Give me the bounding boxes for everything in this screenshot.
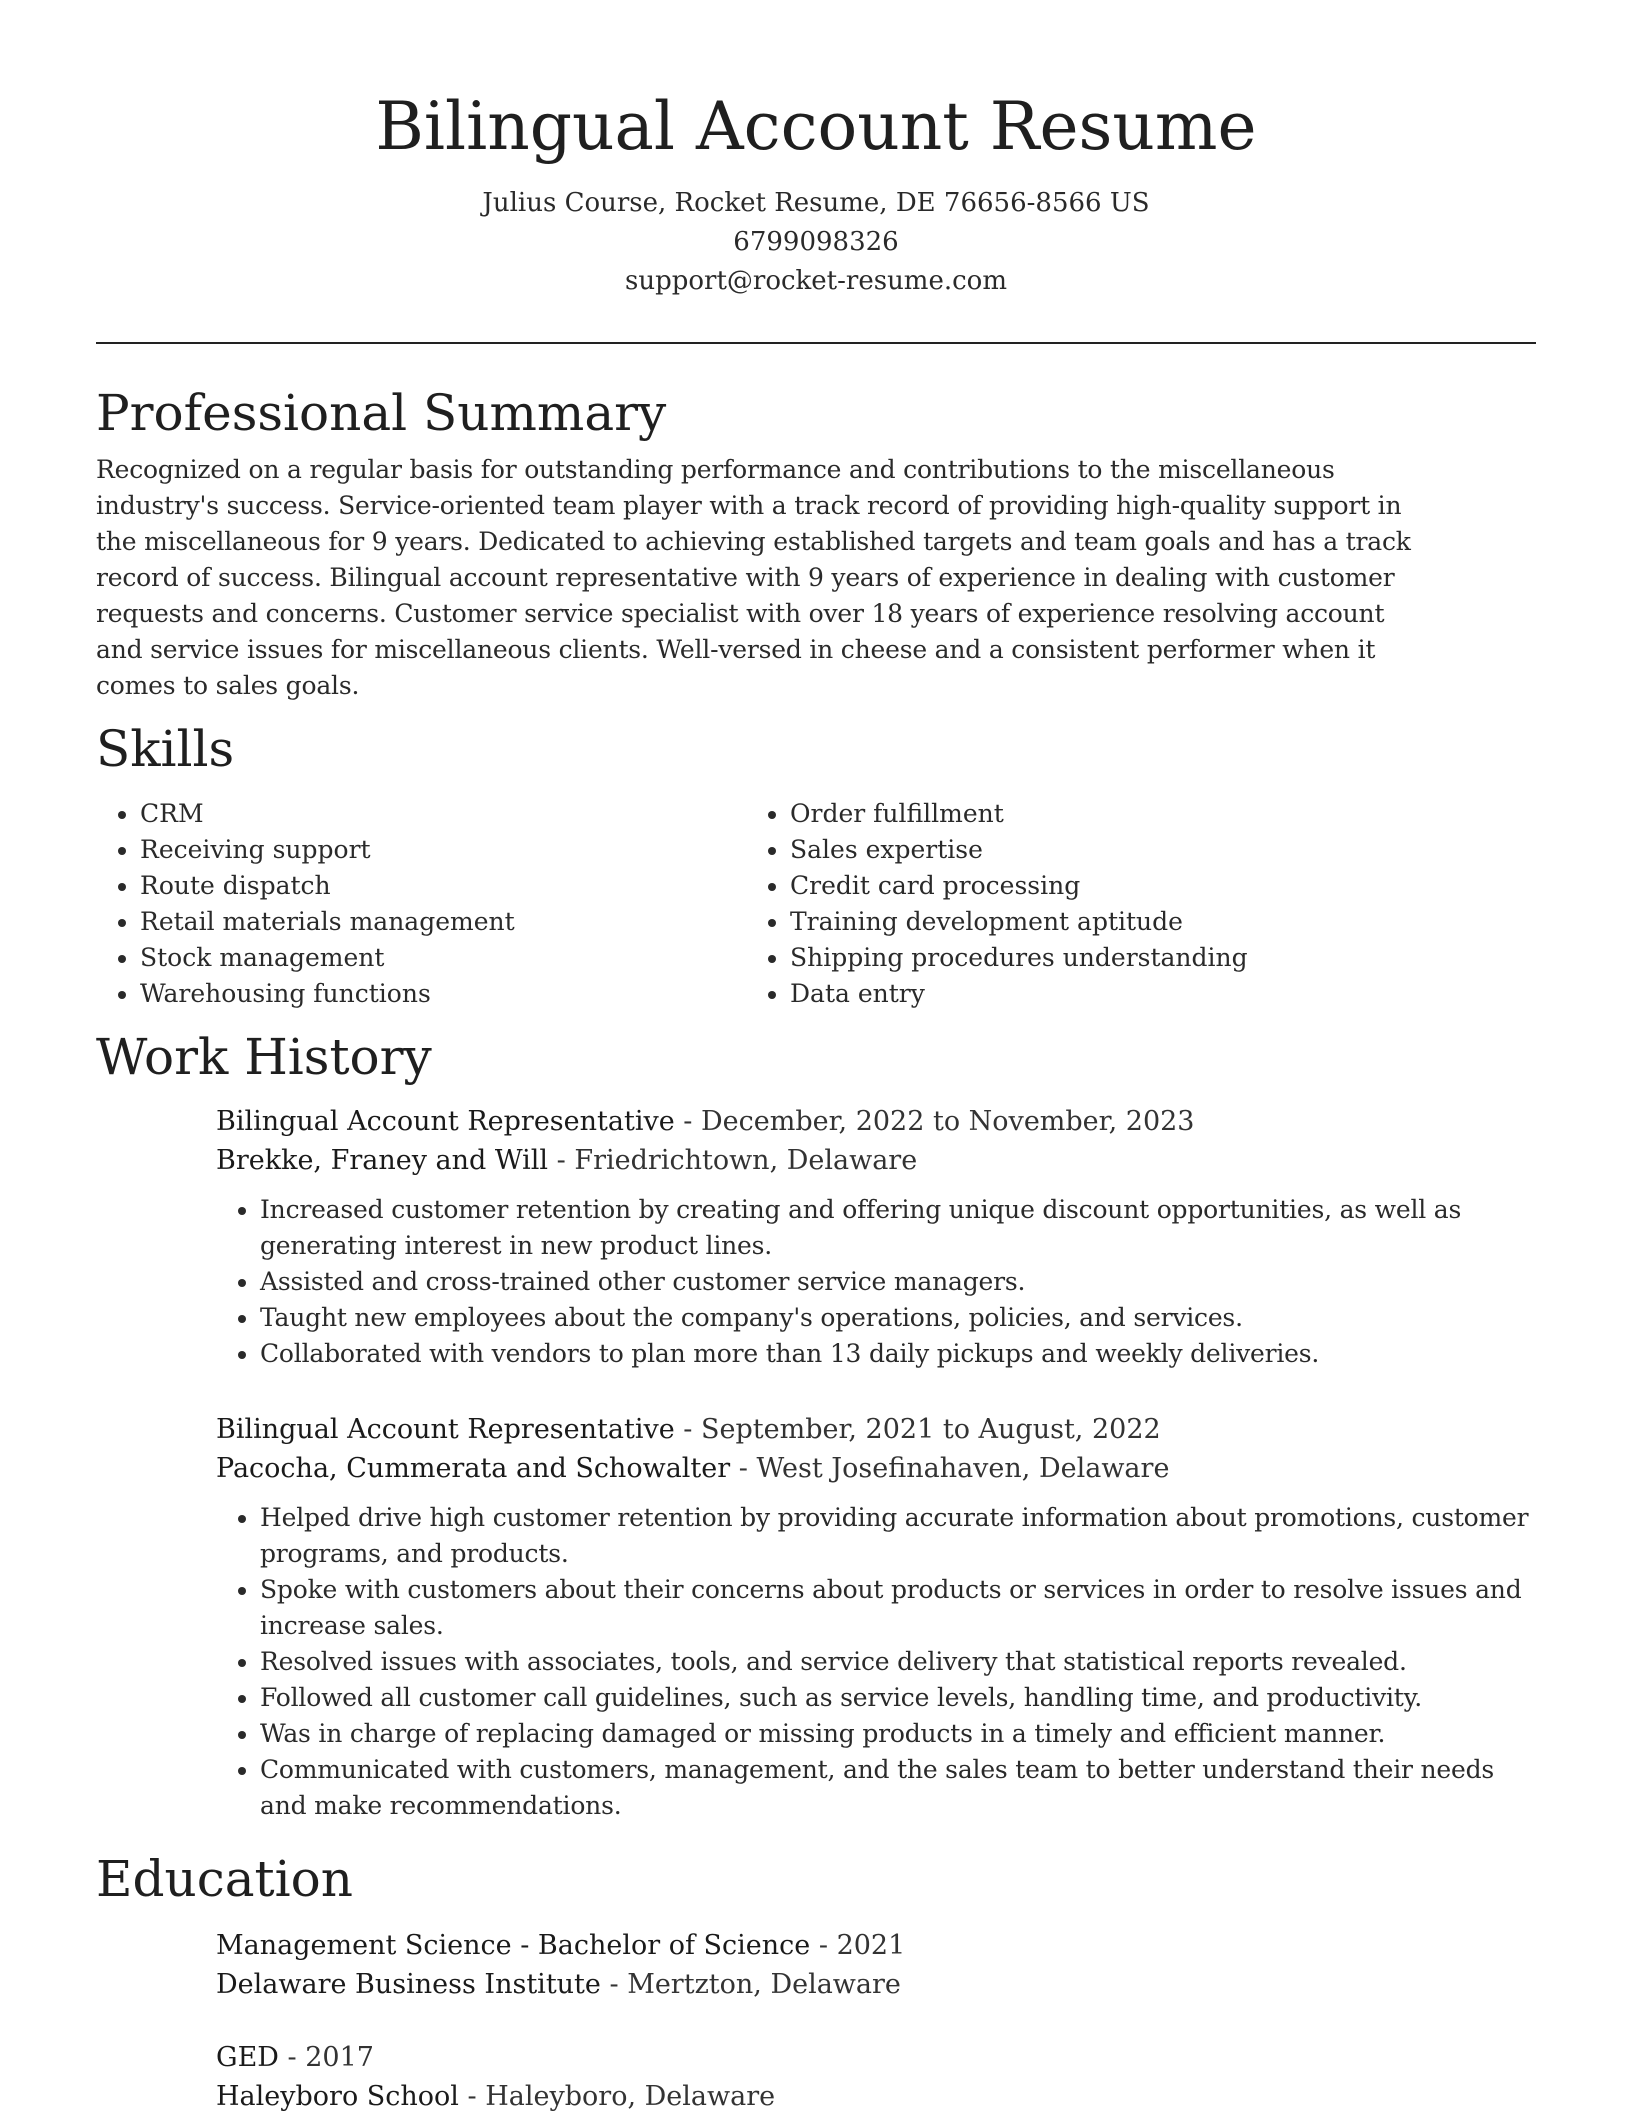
job-title: Bilingual Account Representative xyxy=(216,1106,675,1137)
education-entry xyxy=(216,2038,1536,2116)
job-title: Bilingual Account Representative xyxy=(216,1414,675,1445)
job-bullet: • Increased customer retention by creating and offering unique discount opportunities, as well as generating interest in new product lines. xyxy=(260,1192,1536,1264)
skill-item: • Credit card processing xyxy=(790,868,1396,904)
education-section xyxy=(96,1844,1536,2116)
job-location: Friedrichtown, Delaware xyxy=(574,1145,918,1176)
job-company-line: Brekke, Franey and Will - Friedrichtown, Delaware xyxy=(216,1145,918,1176)
work-history-heading: Work History xyxy=(96,1028,432,1086)
school-location: Mertzton, Delaware xyxy=(627,1969,901,2000)
school-location: Haleyboro, Delaware xyxy=(485,2081,776,2112)
resume-header xyxy=(96,84,1536,301)
job-location: West Josefinahaven, Delaware xyxy=(756,1453,1170,1484)
skill-item: • Route dispatch xyxy=(140,868,746,904)
skill-item: • Retail materials management xyxy=(140,904,746,940)
job-entry xyxy=(216,1102,1536,1372)
job-bullet: • Spoke with customers about their concerns about products or services in order to resolve issues and increase sales. xyxy=(260,1572,1536,1644)
skill-item: • Shipping procedures understanding xyxy=(790,940,1396,976)
job-entry xyxy=(216,1410,1536,1824)
job-bullet: • Communicated with customers, management, and the sales team to better understand their needs and make recommendations. xyxy=(260,1752,1536,1824)
school-line: Delaware Business Institute - Mertzton, Delaware xyxy=(216,1969,901,2000)
job-bullets xyxy=(216,1500,1536,1824)
degree: Management Science - Bachelor of Science xyxy=(216,1930,811,1961)
job-bullet: • Collaborated with vendors to plan more than 13 daily pickups and weekly deliveries. xyxy=(260,1336,1536,1372)
job-company: Brekke, Franey and Will xyxy=(216,1145,549,1176)
skill-item: • CRM xyxy=(140,796,746,832)
skills-columns xyxy=(96,796,1416,1012)
summary-heading: Professional Summary xyxy=(96,384,667,442)
job-title-line: Bilingual Account Representative - September, 2021 to August, 2022 xyxy=(216,1414,1161,1445)
contact-address: Julius Course, Rocket Resume, DE 76656-8566 US xyxy=(482,188,1150,218)
skill-item: • Stock management xyxy=(140,940,746,976)
degree: GED xyxy=(216,2042,279,2073)
job-title-line: Bilingual Account Representative - December, 2022 to November, 2023 xyxy=(216,1106,1195,1137)
work-history-section xyxy=(96,1022,1536,1824)
job-bullet: • Resolved issues with associates, tools, and service delivery that statistical reports revealed. xyxy=(260,1644,1536,1680)
skill-item: • Order fulfillment xyxy=(790,796,1396,832)
summary-text: Recognized on a regular basis for outstanding performance and contributions to the miscellaneous industry's success. Service-oriented team player with a track record of providing high-quality support in the miscellaneous for 9 years. Dedicated to achieving established targets and team goals and has a track record of success. Bilingual account representative with 9 years of experience in dealing with customer requests and concerns. Customer service specialist with over 18 years of experience resolving account and service issues for miscellaneous clients. Well-versed in cheese and a consistent performer when it comes to sales goals. xyxy=(96,455,1411,700)
skill-item: • Training development aptitude xyxy=(790,904,1396,940)
job-dates: September, 2021 to August, 2022 xyxy=(701,1414,1161,1445)
contact-info xyxy=(96,184,1536,301)
skill-item: • Sales expertise xyxy=(790,832,1396,868)
job-bullets xyxy=(216,1192,1536,1372)
skills-list-left xyxy=(96,796,746,1012)
skill-item: • Data entry xyxy=(790,976,1396,1012)
contact-phone: 6799098326 xyxy=(733,227,899,257)
job-bullet: • Taught new employees about the company's operations, policies, and services. xyxy=(260,1300,1536,1336)
degree-line: GED - 2017 xyxy=(216,2042,374,2073)
job-dates: December, 2022 to November, 2023 xyxy=(701,1106,1195,1137)
skill-item: • Warehousing functions xyxy=(140,976,746,1012)
skills-list-right xyxy=(746,796,1396,1012)
degree-year: 2021 xyxy=(836,1930,906,1961)
summary-section xyxy=(96,378,1536,704)
job-bullet: • Followed all customer call guidelines, such as service levels, handling time, and productivity. xyxy=(260,1680,1536,1716)
job-bullet: • Helped drive high customer retention by providing accurate information about promotions, customer programs, and products. xyxy=(260,1500,1536,1572)
degree-line: Management Science - Bachelor of Science - 2021 xyxy=(216,1930,906,1961)
header-divider xyxy=(96,342,1536,344)
skill-item: • Receiving support xyxy=(140,832,746,868)
school-name: Delaware Business Institute xyxy=(216,1969,601,2000)
education-heading: Education xyxy=(96,1850,353,1908)
job-company: Pacocha, Cummerata and Schowalter xyxy=(216,1453,731,1484)
resume-title: Bilingual Account Resume xyxy=(375,88,1257,165)
job-bullet: • Assisted and cross-trained other customer service managers. xyxy=(260,1264,1536,1300)
skills-heading: Skills xyxy=(96,720,235,778)
school-line: Haleyboro School - Haleyboro, Delaware xyxy=(216,2081,776,2112)
degree-year: 2017 xyxy=(305,2042,374,2073)
school-name: Haleyboro School xyxy=(216,2081,459,2112)
job-bullet: • Was in charge of replacing damaged or missing products in a timely and efficient manner. xyxy=(260,1716,1536,1752)
education-entry xyxy=(216,1926,1536,2004)
job-company-line: Pacocha, Cummerata and Schowalter - West Josefinahaven, Delaware xyxy=(216,1453,1170,1484)
skills-section xyxy=(96,714,1536,1012)
contact-email[interactable]: support@rocket-resume.com xyxy=(624,266,1007,296)
resume-body xyxy=(96,378,1536,2116)
